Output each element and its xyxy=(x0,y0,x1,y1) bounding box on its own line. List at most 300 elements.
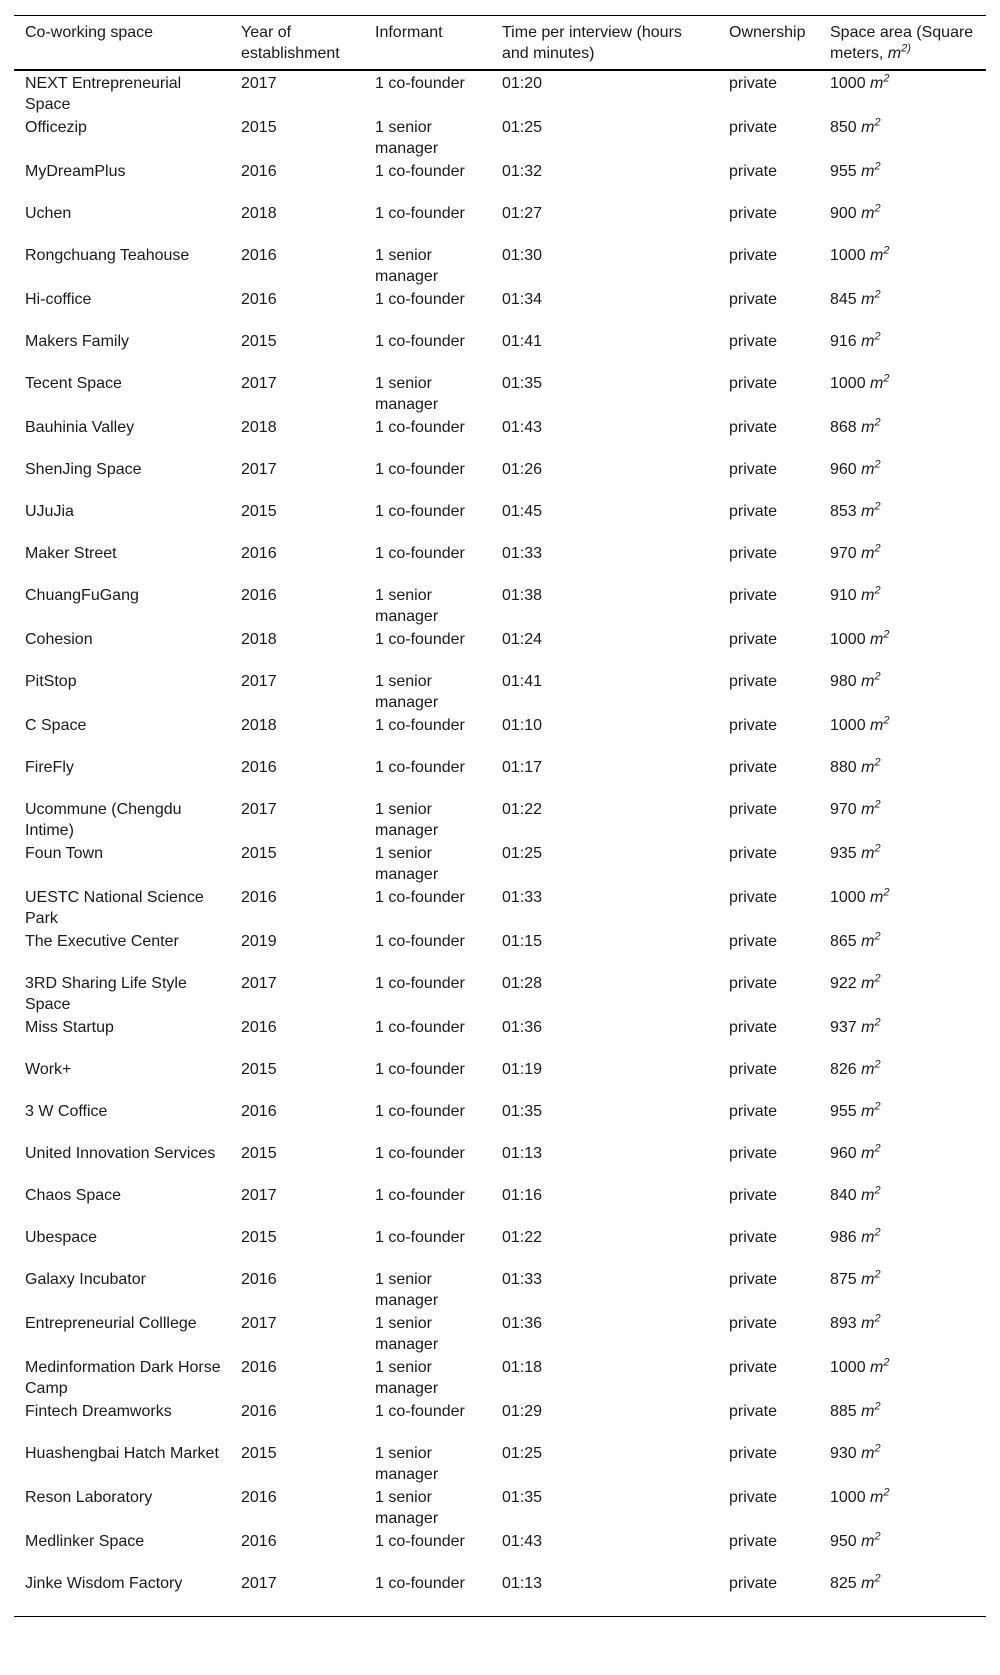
header-area-label: Space area (Square meters, xyxy=(830,24,974,62)
area-unit-base: m xyxy=(861,1229,875,1246)
cell-area xyxy=(819,70,986,115)
cell-year: 2017 xyxy=(241,673,277,690)
cell-area xyxy=(819,583,986,627)
area-unit-base: m xyxy=(870,717,884,734)
area-unit xyxy=(861,500,881,520)
cell-space: FireFly xyxy=(25,759,74,776)
area-value: 1000 xyxy=(830,889,866,906)
cell-informant: 1 co-founder xyxy=(375,545,465,562)
cell-year: 2015 xyxy=(241,1229,277,1246)
area-unit-base: m xyxy=(861,545,875,562)
cell-ownership: private xyxy=(729,673,778,690)
cell-time: 01:27 xyxy=(502,205,543,222)
cell-ownership: private xyxy=(729,845,778,862)
area-unit xyxy=(861,930,881,950)
cell-time: 01:22 xyxy=(502,801,543,818)
table-row xyxy=(14,1267,986,1311)
area-value: 1000 xyxy=(830,375,866,392)
area-value: 1000 xyxy=(830,717,866,734)
area-unit-base: m xyxy=(861,1271,875,1288)
area-unit-base: m xyxy=(870,1359,884,1376)
cell-year: 2018 xyxy=(241,717,277,734)
cell-space: Huashengbai Hatch Market xyxy=(25,1445,219,1462)
cell-informant: 1 co-founder xyxy=(375,1145,465,1162)
cell-space: Officezip xyxy=(25,119,87,136)
cell-informant: 1 senior manager xyxy=(375,1315,439,1353)
cell-informant: 1 co-founder xyxy=(375,1019,465,1036)
cell-space: Maker Street xyxy=(25,545,117,562)
cell-ownership: private xyxy=(729,247,778,264)
area-unit-base: m xyxy=(861,1145,875,1162)
header-area-unit xyxy=(887,42,911,62)
cell-informant: 1 senior manager xyxy=(375,119,439,157)
area-unit-base: m xyxy=(861,1187,875,1204)
area-value: 850 xyxy=(830,119,857,136)
area-unit xyxy=(870,372,890,392)
cell-time: 01:13 xyxy=(491,1571,718,1616)
area-unit-base: m xyxy=(861,461,875,478)
area-unit-base: m xyxy=(861,119,875,136)
cell-space: Chaos Space xyxy=(25,1187,122,1204)
area-unit-sup: 2 xyxy=(874,1530,881,1543)
area-unit-base: m xyxy=(861,333,875,350)
area-unit-base: m xyxy=(861,205,875,222)
cell-space: PitStop xyxy=(25,673,77,690)
cell-time: 01:36 xyxy=(502,1315,543,1332)
cell-ownership: private xyxy=(729,1445,778,1462)
area-unit-base: m xyxy=(861,1575,875,1592)
area-value: 960 xyxy=(830,461,857,478)
table-row xyxy=(14,929,986,971)
header-area-unit-sup: 2) xyxy=(901,42,911,55)
coworking-spaces-table xyxy=(14,15,986,1617)
cell-area xyxy=(819,541,986,583)
table-row xyxy=(14,755,986,797)
cell-space: Bauhinia Valley xyxy=(25,419,135,436)
cell-informant: 1 senior manager xyxy=(375,1359,439,1397)
area-value: 970 xyxy=(830,545,857,562)
table-row xyxy=(14,1183,986,1225)
area-value: 955 xyxy=(830,163,857,180)
cell-area xyxy=(819,1311,986,1355)
cell-ownership: private xyxy=(729,1229,778,1246)
cell-area xyxy=(819,1399,986,1441)
cell-area xyxy=(819,797,986,841)
area-unit-base: m xyxy=(861,1019,875,1036)
cell-space: Makers Family xyxy=(25,333,130,350)
table-row xyxy=(14,971,986,1015)
cell-area xyxy=(819,929,986,971)
area-unit xyxy=(861,842,881,862)
area-value: 986 xyxy=(830,1229,857,1246)
cell-year: 2016 xyxy=(241,1103,277,1120)
cell-informant: 1 senior manager xyxy=(375,587,439,625)
cell-informant: 1 senior manager xyxy=(375,1445,439,1483)
cell-time: 01:25 xyxy=(502,1445,543,1462)
cell-space: 3RD Sharing Life Style Space xyxy=(25,975,187,1013)
table-row xyxy=(14,1225,986,1267)
cell-space: Medlinker Space xyxy=(25,1533,145,1550)
area-unit-base: m xyxy=(870,375,884,392)
area-unit xyxy=(861,1268,881,1288)
cell-time: 01:41 xyxy=(502,333,543,350)
area-value: 893 xyxy=(830,1315,857,1332)
table-row xyxy=(14,541,986,583)
area-unit-base: m xyxy=(861,759,875,776)
cell-time: 01:13 xyxy=(502,1145,543,1162)
cell-ownership: private xyxy=(729,545,778,562)
header-ownership: Ownership xyxy=(718,16,819,71)
cell-time: 01:15 xyxy=(502,933,543,950)
table-row xyxy=(14,1057,986,1099)
area-value: 875 xyxy=(830,1271,857,1288)
cell-space: Ubespace xyxy=(25,1229,98,1246)
area-unit-sup: 2 xyxy=(874,288,881,301)
area-unit-sup: 2 xyxy=(874,1572,881,1585)
header-area xyxy=(819,16,986,71)
area-unit xyxy=(861,1572,881,1592)
cell-ownership: private xyxy=(718,1571,819,1616)
cell-space: Entrepreneurial Colllege xyxy=(25,1315,197,1332)
cell-area xyxy=(819,159,986,201)
area-unit xyxy=(861,116,881,136)
cell-area xyxy=(819,885,986,929)
cell-informant: 1 co-founder xyxy=(375,291,465,308)
area-value: 930 xyxy=(830,1445,857,1462)
area-value: 853 xyxy=(830,503,857,520)
table-row xyxy=(14,1355,986,1399)
area-unit-sup: 2 xyxy=(874,972,881,985)
cell-ownership: private xyxy=(729,889,778,906)
cell-time: 01:35 xyxy=(502,1489,543,1506)
cell-informant: 1 co-founder xyxy=(375,1403,465,1420)
table-row xyxy=(14,797,986,841)
area-value: 970 xyxy=(830,801,857,818)
cell-space: Reson Laboratory xyxy=(25,1489,153,1506)
table-row xyxy=(14,115,986,159)
area-unit xyxy=(861,756,881,776)
area-unit-sup: 2 xyxy=(883,72,890,85)
area-value: 845 xyxy=(830,291,857,308)
table-row xyxy=(14,885,986,929)
cell-ownership: private xyxy=(729,419,778,436)
cell-ownership: private xyxy=(729,1271,778,1288)
area-unit-base: m xyxy=(861,673,875,690)
cell-space: Fintech Dreamworks xyxy=(25,1403,172,1420)
cell-informant: 1 co-founder xyxy=(375,419,465,436)
area-unit-sup: 2 xyxy=(883,372,890,385)
cell-year: 2016 xyxy=(241,291,277,308)
cell-space: Ucommune (Chengdu Intime) xyxy=(25,801,182,839)
area-value: 980 xyxy=(830,673,857,690)
cell-informant: 1 senior manager xyxy=(375,247,439,285)
cell-ownership: private xyxy=(729,631,778,648)
area-unit xyxy=(861,1184,881,1204)
cell-area xyxy=(819,841,986,885)
cell-area xyxy=(819,627,986,669)
cell-space: NEXT Entrepreneurial Space xyxy=(25,75,182,113)
area-unit-base: m xyxy=(861,1315,875,1332)
table-row xyxy=(14,841,986,885)
cell-informant: 1 co-founder xyxy=(375,933,465,950)
table-row xyxy=(14,1141,986,1183)
table-row xyxy=(14,669,986,713)
cell-informant: 1 co-founder xyxy=(375,333,465,350)
table-row xyxy=(14,1485,986,1529)
cell-year: 2016 xyxy=(241,1403,277,1420)
cell-ownership: private xyxy=(729,291,778,308)
cell-area xyxy=(819,1099,986,1141)
cell-informant: 1 co-founder xyxy=(375,889,465,906)
cell-informant: 1 senior manager xyxy=(375,673,439,711)
cell-time: 01:29 xyxy=(502,1403,543,1420)
cell-time: 01:19 xyxy=(502,1061,543,1078)
area-unit xyxy=(861,1312,881,1332)
area-unit-base: m xyxy=(861,1445,875,1462)
cell-informant: 1 co-founder xyxy=(375,717,465,734)
area-unit-sup: 2 xyxy=(874,1016,881,1029)
cell-ownership: private xyxy=(729,1145,778,1162)
cell-ownership: private xyxy=(729,163,778,180)
cell-year: 2017 xyxy=(241,801,277,818)
area-unit xyxy=(861,1142,881,1162)
cell-ownership: private xyxy=(729,503,778,520)
cell-year: 2016 xyxy=(241,1489,277,1506)
area-unit xyxy=(861,584,881,604)
cell-space: Cohesion xyxy=(25,631,93,648)
cell-ownership: private xyxy=(729,1359,778,1376)
table-row xyxy=(14,1015,986,1057)
area-unit-sup: 2 xyxy=(874,1312,881,1325)
cell-time: 01:26 xyxy=(502,461,543,478)
area-unit xyxy=(861,542,881,562)
cell-time: 01:24 xyxy=(502,631,543,648)
cell-time: 01:10 xyxy=(502,717,543,734)
cell-ownership: private xyxy=(729,461,778,478)
header-area-unit-base: m xyxy=(887,45,902,62)
cell-year: 2016 xyxy=(241,759,277,776)
cell-space: Miss Startup xyxy=(25,1019,114,1036)
cell-space: UESTC National Science Park xyxy=(25,889,204,927)
area-unit-sup: 2 xyxy=(874,542,881,555)
cell-space: Foun Town xyxy=(25,845,103,862)
area-unit xyxy=(870,628,890,648)
cell-time: 01:33 xyxy=(502,545,543,562)
area-unit-sup: 2 xyxy=(874,756,881,769)
area-unit xyxy=(861,416,881,436)
cell-time: 01:33 xyxy=(502,1271,543,1288)
cell-informant: 1 co-founder xyxy=(375,975,465,992)
cell-area xyxy=(819,971,986,1015)
cell-time: 01:33 xyxy=(502,889,543,906)
area-unit xyxy=(861,1058,881,1078)
cell-informant: 1 co-founder xyxy=(375,1533,465,1550)
cell-space: Medinformation Dark Horse Camp xyxy=(25,1359,221,1397)
cell-area xyxy=(819,371,986,415)
table-row xyxy=(14,457,986,499)
table-row xyxy=(14,499,986,541)
cell-area xyxy=(819,201,986,243)
cell-year: 2016 xyxy=(241,247,277,264)
cell-ownership: private xyxy=(729,759,778,776)
header-time: Time per interview (hours and minutes) xyxy=(491,16,718,71)
area-value: 1000 xyxy=(830,1489,866,1506)
cell-ownership: private xyxy=(729,1103,778,1120)
area-value: 885 xyxy=(830,1403,857,1420)
area-value: 880 xyxy=(830,759,857,776)
cell-area xyxy=(819,287,986,329)
cell-informant: 1 co-founder xyxy=(375,1187,465,1204)
area-unit-sup: 2 xyxy=(883,886,890,899)
cell-space: MyDreamPlus xyxy=(25,163,126,180)
cell-time: 01:28 xyxy=(502,975,543,992)
cell-area xyxy=(819,1057,986,1099)
cell-space: ShenJing Space xyxy=(25,461,142,478)
area-unit-sup: 2 xyxy=(874,416,881,429)
cell-area xyxy=(819,1183,986,1225)
cell-ownership: private xyxy=(729,119,778,136)
cell-time: 01:25 xyxy=(502,845,543,862)
cell-year: 2015 xyxy=(241,1145,277,1162)
cell-ownership: private xyxy=(729,587,778,604)
cell-space: ChuangFuGang xyxy=(25,587,139,604)
cell-time: 01:36 xyxy=(502,1019,543,1036)
area-unit-sup: 2 xyxy=(883,1486,890,1499)
area-unit xyxy=(861,1442,881,1462)
cell-year: 2015 xyxy=(241,845,277,862)
cell-informant: 1 co-founder xyxy=(375,631,465,648)
cell-area xyxy=(819,115,986,159)
cell-informant: 1 co-founder xyxy=(364,1571,491,1616)
cell-time: 01:38 xyxy=(502,587,543,604)
table-body xyxy=(14,70,986,1616)
cell-informant: 1 co-founder xyxy=(375,75,465,92)
area-unit-base: m xyxy=(861,587,875,604)
cell-year: 2017 xyxy=(241,975,277,992)
cell-ownership: private xyxy=(729,975,778,992)
cell-space: The Executive Center xyxy=(25,933,179,950)
area-value: 950 xyxy=(830,1533,857,1550)
area-unit-base: m xyxy=(861,503,875,520)
cell-time: 01:20 xyxy=(502,75,543,92)
cell-ownership: private xyxy=(729,1019,778,1036)
area-unit xyxy=(861,160,881,180)
area-unit-sup: 2 xyxy=(874,330,881,343)
area-unit xyxy=(861,972,881,992)
cell-area xyxy=(819,1267,986,1311)
area-unit-sup: 2 xyxy=(874,930,881,943)
cell-time: 01:35 xyxy=(502,1103,543,1120)
table-header xyxy=(14,16,986,71)
area-unit xyxy=(861,330,881,350)
cell-area xyxy=(819,713,986,755)
table-row xyxy=(14,159,986,201)
area-unit xyxy=(861,1530,881,1550)
cell-ownership: private xyxy=(729,801,778,818)
area-unit-sup: 2 xyxy=(874,1268,881,1281)
cell-informant: 1 senior manager xyxy=(375,1489,439,1527)
area-value: 955 xyxy=(830,1103,857,1120)
area-unit-base: m xyxy=(861,1533,875,1550)
cell-time: 01:43 xyxy=(502,419,543,436)
cell-informant: 1 co-founder xyxy=(375,1103,465,1120)
area-unit-base: m xyxy=(861,933,875,950)
cell-time: 01:35 xyxy=(502,375,543,392)
cell-informant: 1 co-founder xyxy=(375,461,465,478)
cell-area xyxy=(819,1529,986,1571)
cell-ownership: private xyxy=(729,1315,778,1332)
cell-informant: 1 co-founder xyxy=(375,163,465,180)
cell-area xyxy=(819,415,986,457)
cell-ownership: private xyxy=(729,1403,778,1420)
area-unit-sup: 2 xyxy=(874,500,881,513)
area-value: 910 xyxy=(830,587,857,604)
header-row xyxy=(14,16,986,71)
cell-ownership: private xyxy=(729,75,778,92)
cell-time: 01:25 xyxy=(502,119,543,136)
area-value: 1000 xyxy=(830,631,866,648)
cell-ownership: private xyxy=(729,375,778,392)
table-row xyxy=(14,287,986,329)
area-value: 922 xyxy=(830,975,857,992)
area-unit-sup: 2 xyxy=(874,1142,881,1155)
area-unit-sup: 2 xyxy=(874,798,881,811)
table-row xyxy=(14,201,986,243)
area-unit-sup: 2 xyxy=(874,1100,881,1113)
area-unit-base: m xyxy=(861,419,875,436)
table-row xyxy=(14,329,986,371)
table-row xyxy=(14,1529,986,1571)
cell-space: Uchen xyxy=(25,205,72,222)
area-unit xyxy=(861,202,881,222)
cell-year: 2016 xyxy=(241,1271,277,1288)
area-unit xyxy=(861,458,881,478)
area-unit-sup: 2 xyxy=(874,202,881,215)
cell-informant: 1 senior manager xyxy=(375,845,439,883)
area-value: 1000 xyxy=(830,1359,866,1376)
area-unit-sup: 2 xyxy=(874,116,881,129)
table-row xyxy=(14,1441,986,1485)
cell-informant: 1 senior manager xyxy=(375,1271,439,1309)
area-unit-sup: 2 xyxy=(874,458,881,471)
cell-space: Hi-coffice xyxy=(25,291,92,308)
area-unit-sup: 2 xyxy=(874,1184,881,1197)
area-unit-sup: 2 xyxy=(874,1442,881,1455)
cell-time: 01:45 xyxy=(502,503,543,520)
area-value: 868 xyxy=(830,419,857,436)
cell-space: Rongchuang Teahouse xyxy=(25,247,190,264)
area-unit-sup: 2 xyxy=(883,1356,890,1369)
cell-year: 2015 xyxy=(241,1061,277,1078)
header-space: Co-working space xyxy=(14,16,230,71)
table-row xyxy=(14,1399,986,1441)
area-unit-base: m xyxy=(861,1103,875,1120)
cell-informant: 1 co-founder xyxy=(375,503,465,520)
area-unit-sup: 2 xyxy=(883,714,890,727)
area-value: 840 xyxy=(830,1187,857,1204)
cell-informant: 1 senior manager xyxy=(375,375,439,413)
cell-ownership: private xyxy=(729,717,778,734)
area-unit-base: m xyxy=(870,75,884,92)
cell-year: 2015 xyxy=(241,333,277,350)
area-unit-sup: 2 xyxy=(874,842,881,855)
cell-year: 2017 xyxy=(230,1571,364,1616)
cell-time: 01:18 xyxy=(502,1359,543,1376)
cell-ownership: private xyxy=(729,333,778,350)
cell-space: Galaxy Incubator xyxy=(25,1271,146,1288)
area-value: 900 xyxy=(830,205,857,222)
table-row xyxy=(14,371,986,415)
